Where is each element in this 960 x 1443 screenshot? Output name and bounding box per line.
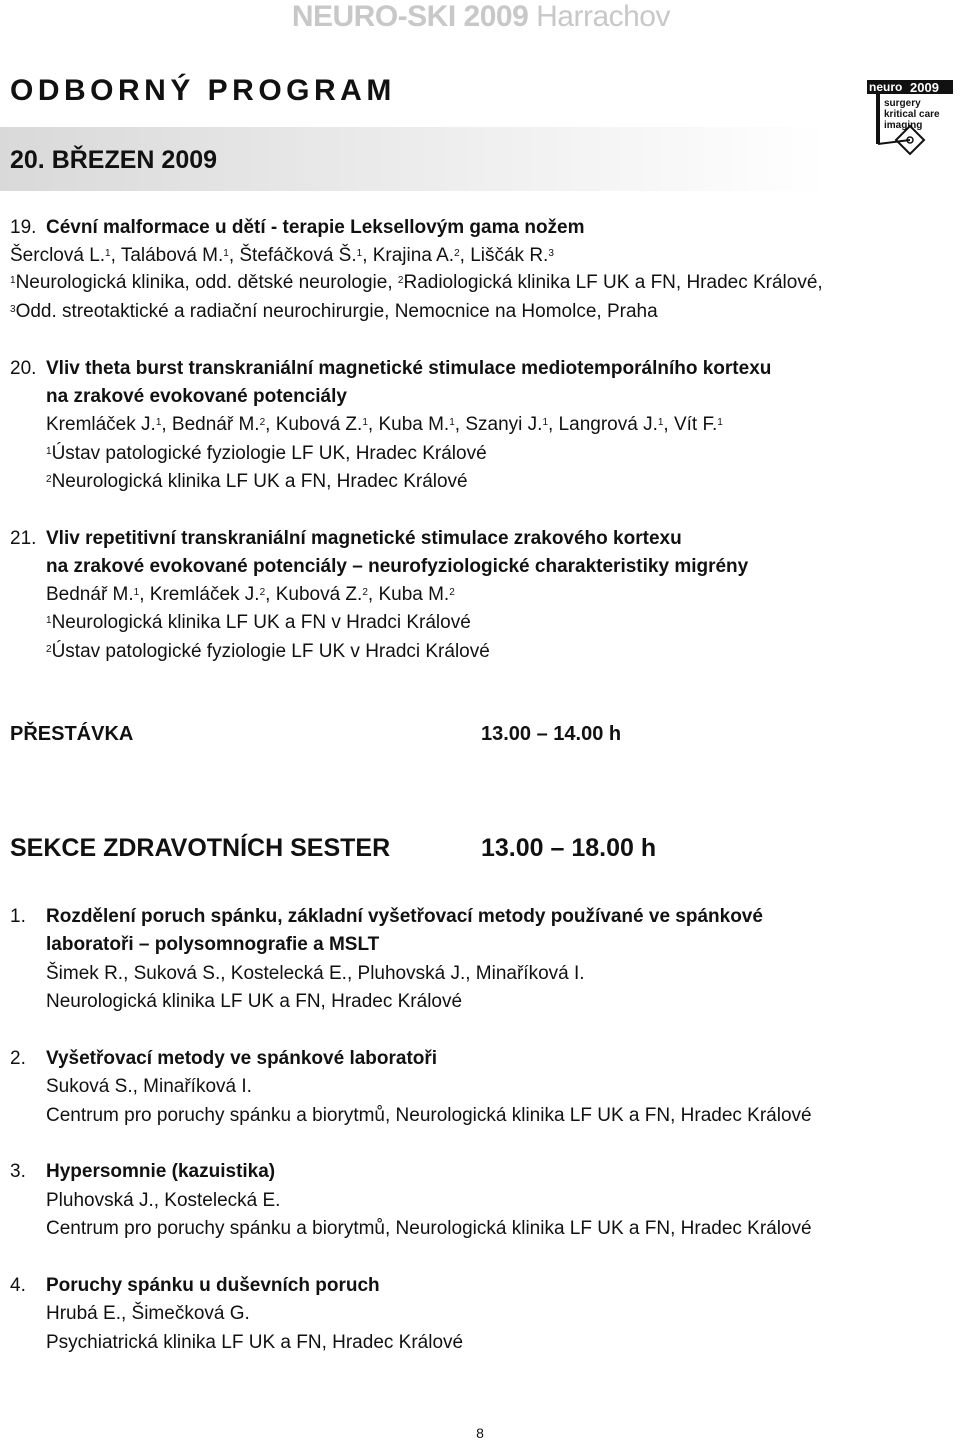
talk-20-title-line1: Vliv theta burst transkraniální magnetické stimulace mediotemporálního kortexu: [46, 358, 772, 379]
date-heading: 20. BŘEZEN 2009: [10, 146, 218, 174]
section-time: 13.00 – 18.00 h: [481, 834, 657, 862]
talk-20-title-line2: na zrakové evokované potenciály: [46, 386, 347, 407]
break-time: 13.00 – 14.00 h: [481, 723, 622, 745]
nursing-4-number: 4.: [10, 1275, 26, 1296]
nursing-1-title-line1: Rozdělení poruch spánku, základní vyšetřovací metody používané ve spánkové: [46, 906, 763, 927]
svg-text:imaging: imaging: [884, 120, 923, 131]
svg-text:surgery: surgery: [884, 98, 921, 109]
nursing-1-affiliation: Neurologická klinika LF UK a FN, Hradec Králové: [46, 991, 463, 1012]
talk-20-affiliation-2: $^2$Neurologická klinika LF UK a FN, Hradec Králové: [46, 471, 468, 492]
page-number: 8: [476, 1425, 484, 1441]
talk-21-number: 21.: [10, 528, 37, 549]
talk-20-number: 20.: [10, 358, 37, 379]
nursing-2-number: 2.: [10, 1048, 26, 1069]
nursing-3-title: Hypersomnie (kazuistika): [46, 1161, 276, 1182]
nursing-3-number: 3.: [10, 1161, 26, 1182]
nursing-1-authors: Šimek R., Suková S., Kostelecká E., Pluhovská J., Minaříková I.: [46, 963, 585, 984]
section-heading: SEKCE ZDRAVOTNÍCH SESTER: [10, 834, 391, 862]
talk-19-affiliation-2: $^3$Odd. streotaktické a radiační neurochirurgie, Nemocnice na Homolce, Praha: [10, 301, 658, 322]
talk-21-title-line2: na zrakové evokované potenciály – neurofyziologické charakteristiky migrény: [46, 556, 749, 577]
running-header: [292, 0, 670, 34]
talk-20-affiliation-1: $^1$Ústav patologické fyziologie LF UK, Hradec Králové: [46, 443, 487, 464]
talk-19-affiliation-1: $^1$Neurologická klinika, odd. dětské neurologie, $^2$Radiologická klinika LF UK a FN, Hradec Králové,: [10, 272, 823, 293]
svg-text:2009: 2009: [910, 80, 939, 95]
svg-text:neuro: neuro: [869, 80, 903, 94]
nursing-4-title: Poruchy spánku u duševních poruch: [46, 1275, 380, 1296]
nursing-4-authors: Hrubá E., Šimečková G.: [46, 1303, 250, 1324]
talk-19-authors: Šerclová L.$^1$, Talábová M.$^1$, Štefáčková Š.$^1$, Krajina A.$^2$, Liščák R.$^3$: [10, 245, 554, 266]
nursing-2-title: Vyšetřovací metody ve spánkové laboratoři: [46, 1048, 438, 1069]
talk-20-authors: Kremláček J.$^1$, Bednář M.$^2$, Kubová Z.$^1$, Kuba M.$^1$, Szanyi J.$^1$, Langrová J.$^1$, Vít F.$^1$: [46, 414, 723, 435]
talk-21-authors: Bednář M.$^1$, Kremláček J.$^2$, Kubová Z.$^2$, Kuba M.$^2$: [46, 584, 455, 605]
nursing-2-authors: Suková S., Minaříková I.: [46, 1076, 252, 1097]
talk-21-affiliation-1: $^1$Neurologická klinika LF UK a FN v Hradci Králové: [46, 612, 471, 633]
header-brand: NEURO-SKI 2009: [291, 0, 529, 33]
nursing-3-affiliation: Centrum pro poruchy spánku a biorytmů, Neurologická klinika LF UK a FN, Hradec Králové: [46, 1218, 812, 1239]
nursing-1-number: 1.: [10, 906, 26, 927]
svg-text:kritical care: kritical care: [884, 109, 940, 120]
break-label: PŘESTÁVKA: [10, 723, 134, 745]
talk-21-affiliation-2: $^2$Ústav patologické fyziologie LF UK v Hradci Králové: [46, 641, 490, 662]
header-place: Harrachov: [536, 0, 670, 33]
neuro-2009-logo: [862, 66, 958, 162]
nursing-2-affiliation: Centrum pro poruchy spánku a biorytmů, Neurologická klinika LF UK a FN, Hradec Králové: [46, 1105, 812, 1126]
page-title: ODBORNÝ PROGRAM: [10, 74, 396, 107]
talk-21-title-line1: Vliv repetitivní transkraniální magnetické stimulace zrakového kortexu: [46, 528, 682, 549]
nursing-4-affiliation: Psychiatrická klinika LF UK a FN, Hradec Králové: [46, 1332, 464, 1353]
nursing-1-title-line2: laboratoři – polysomnografie a MSLT: [46, 934, 380, 955]
talk-19-number: 19.: [10, 217, 37, 238]
talk-19-title: Cévní malformace u dětí - terapie Leksellovým gama nožem: [46, 217, 585, 238]
nursing-3-authors: Pluhovská J., Kostelecká E.: [46, 1190, 281, 1211]
